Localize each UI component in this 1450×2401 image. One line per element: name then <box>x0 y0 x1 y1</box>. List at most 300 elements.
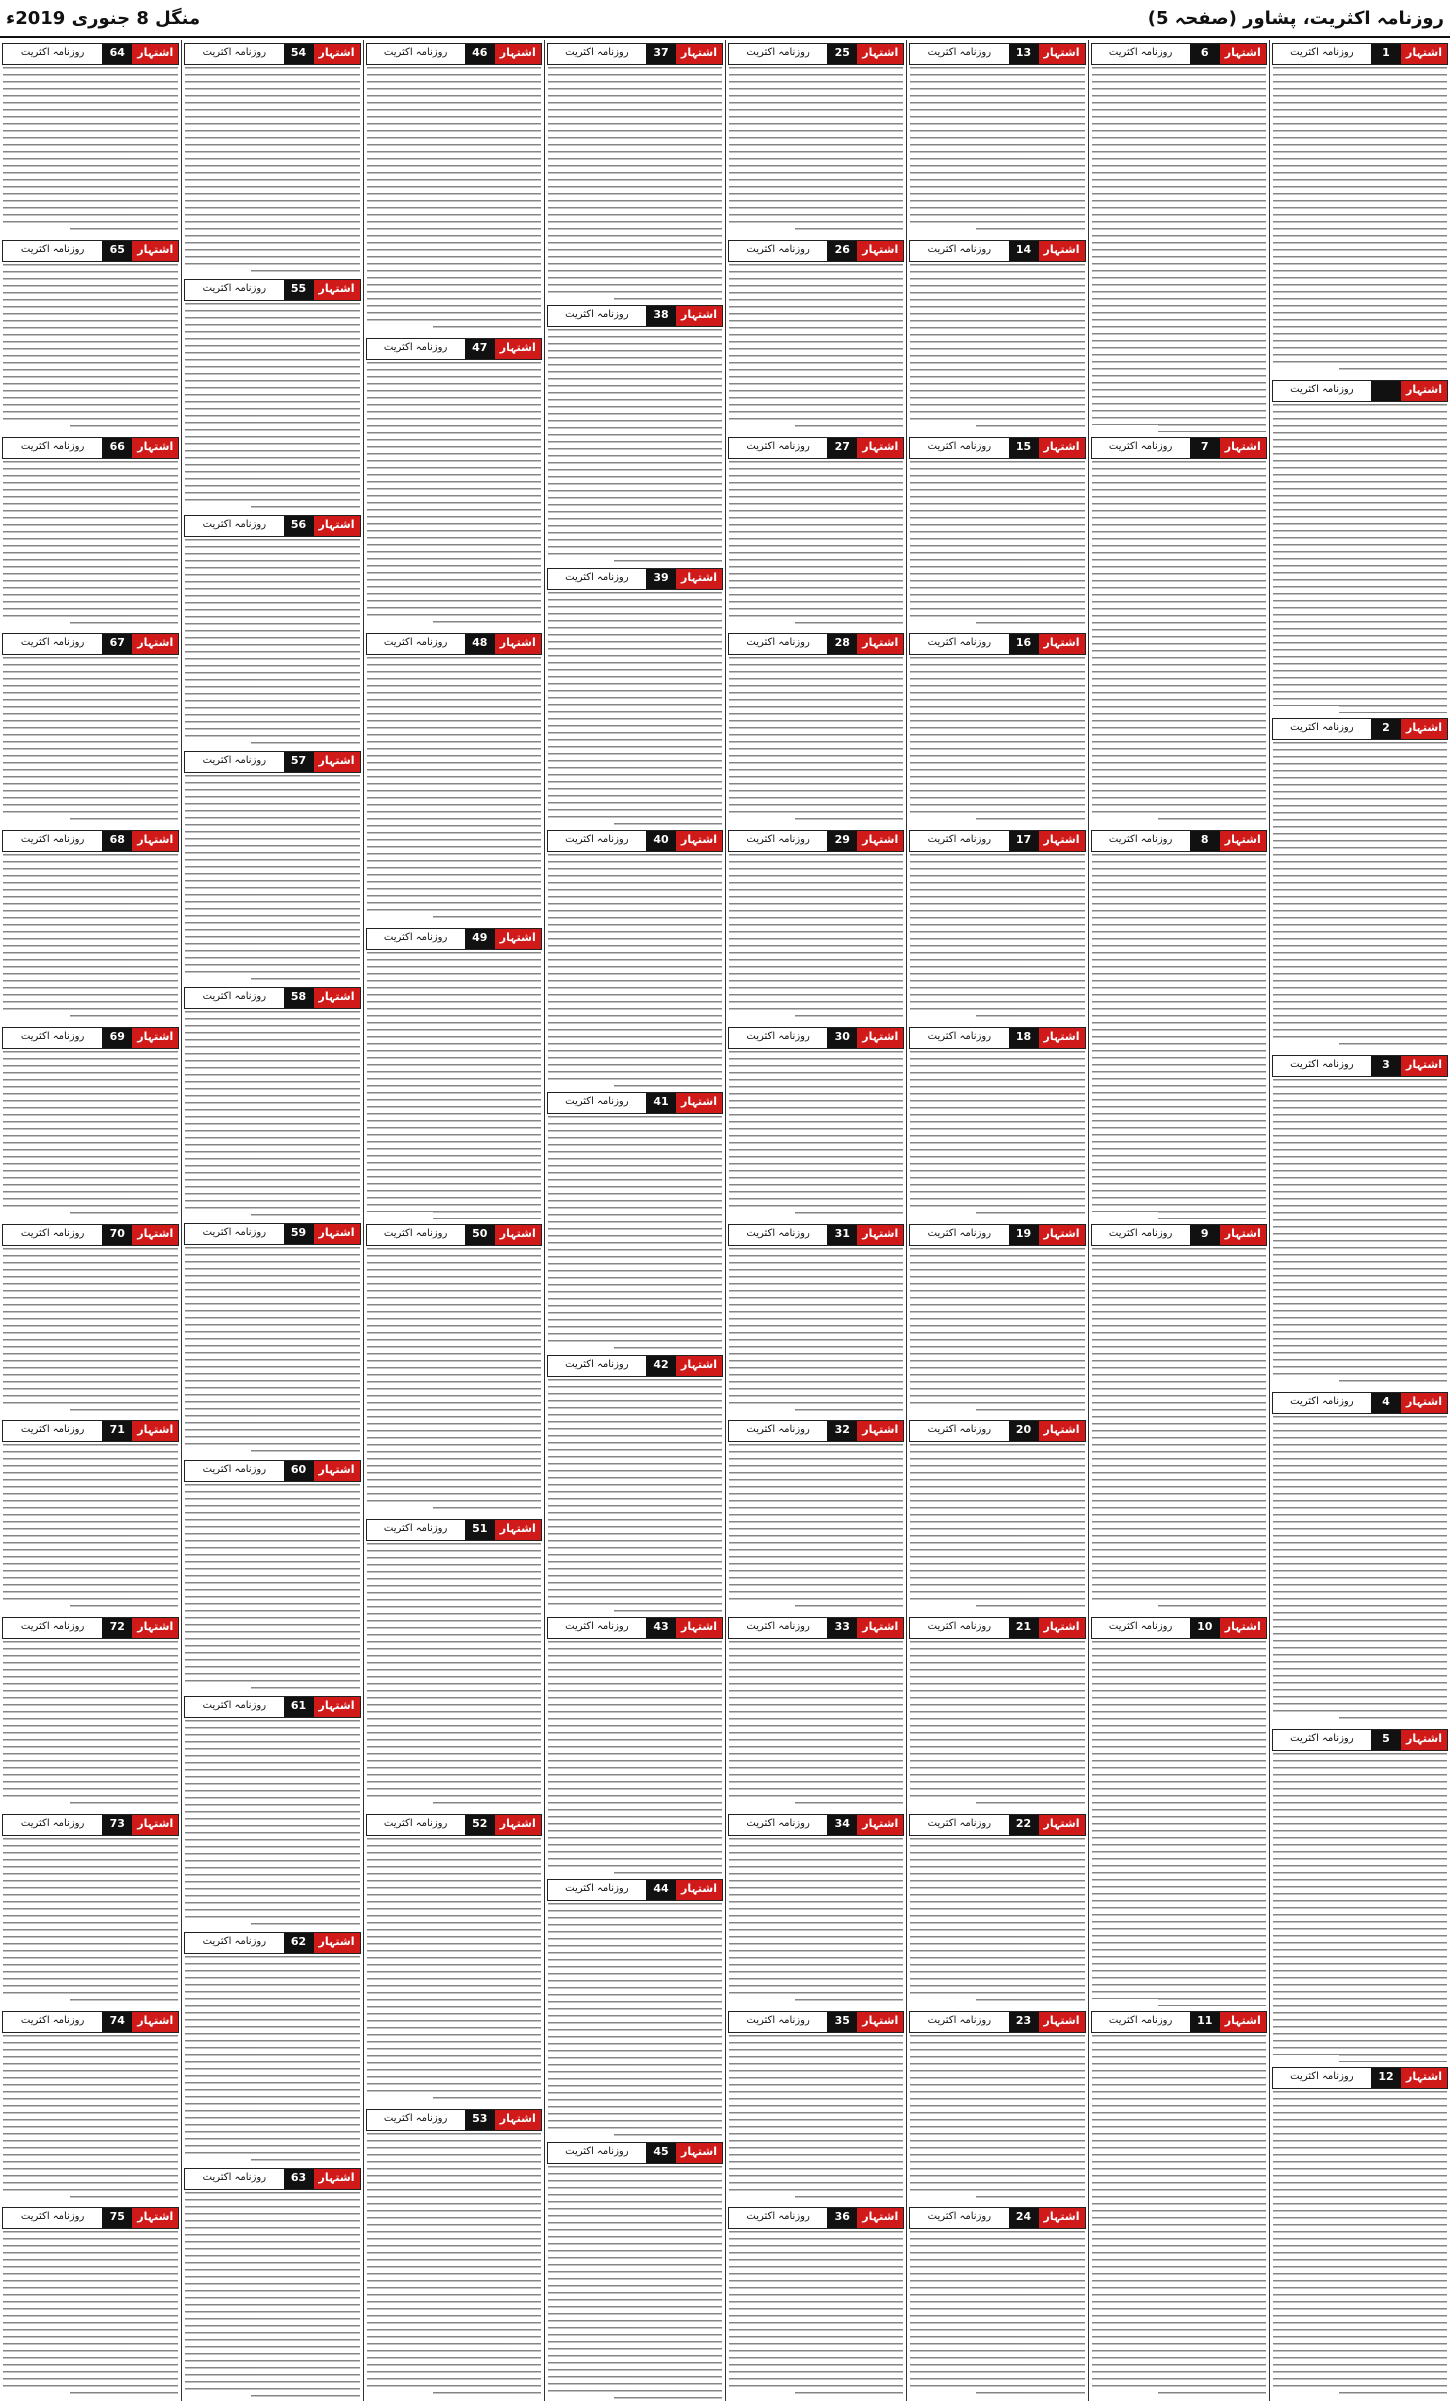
notice-block <box>907 2008 1087 2205</box>
notice-number: 57 <box>284 752 314 772</box>
notice-paper-name: روزنامہ اکثریت <box>1108 2014 1173 2026</box>
notice-header <box>1272 43 1448 65</box>
notice-number: 19 <box>1009 1225 1039 1245</box>
notice-number: 73 <box>102 1815 132 1835</box>
notice-number: 34 <box>827 1815 857 1835</box>
notice-number: 22 <box>1009 1815 1039 1835</box>
notice-body-text <box>1092 1248 1266 1613</box>
notice-block <box>0 2204 181 2401</box>
notice-header <box>909 2207 1085 2229</box>
notice-header <box>2 437 179 459</box>
notice-header <box>909 240 1085 262</box>
notice-body-text <box>729 1838 903 2006</box>
notice-paper-name: روزنامہ اکثریت <box>1108 1227 1173 1239</box>
notice-header <box>2 633 179 655</box>
notice-tag: اشتہار <box>1039 44 1085 64</box>
notice-paper-name: روزنامہ اکثریت <box>565 1883 629 1895</box>
notice-paper-name: روزنامہ اکثریت <box>565 833 629 845</box>
notice-tag: اشتہار <box>132 241 178 261</box>
notice-header <box>184 1932 360 1954</box>
notice-number: 59 <box>284 1224 314 1244</box>
notice-body-text <box>1092 2035 1266 2400</box>
notice-tag: اشتہار <box>857 438 903 458</box>
notice-block <box>545 1089 725 1351</box>
notice-body-text <box>548 854 722 1087</box>
notice-number: 44 <box>646 1880 676 1900</box>
notice-block <box>726 1614 906 1811</box>
notice-body-text <box>910 67 1084 235</box>
notice-number: 31 <box>827 1225 857 1245</box>
notice-body-text <box>910 1248 1084 1416</box>
notice-header <box>2 43 179 65</box>
notice-block <box>182 1220 362 1456</box>
notice-body-text <box>3 854 178 1022</box>
notice-tag: اشتہار <box>676 1356 722 1376</box>
notice-header <box>1272 1392 1448 1414</box>
notice-tag: اشتہار <box>1401 1056 1447 1076</box>
notice-tag: اشتہار <box>314 988 360 1008</box>
notice-body-text <box>185 1011 359 1218</box>
notice-header <box>2 1027 179 1049</box>
notice-tag: اشتہار <box>1401 1730 1447 1750</box>
notice-block <box>364 1221 544 1516</box>
notice-body-text <box>367 67 541 333</box>
notice-paper-name: روزنامہ اکثریت <box>202 1699 267 1711</box>
notice-header <box>184 1223 360 1245</box>
notice-body-text <box>729 2231 903 2399</box>
notice-block <box>0 237 181 434</box>
notice-body-text <box>367 2133 541 2399</box>
notice-block <box>1270 40 1450 377</box>
notice-body-text <box>910 854 1084 1022</box>
notice-body-text <box>548 329 722 562</box>
notice-tag: اشتہار <box>857 1815 903 1835</box>
notice-header <box>728 437 904 459</box>
notice-number: 53 <box>465 2110 495 2130</box>
notice-header <box>2 1224 179 1246</box>
notice-header <box>547 43 723 65</box>
notice-block <box>364 1811 544 2106</box>
notice-block <box>907 630 1087 827</box>
notice-paper-name: روزنامہ اکثریت <box>927 2211 992 2223</box>
notice-paper-name: روزنامہ اکثریت <box>20 1030 85 1042</box>
notice-body-text <box>910 657 1084 825</box>
notice-paper-name: روزنامہ اکثریت <box>202 47 267 58</box>
notice-paper-name: روزنامہ اکثریت <box>746 1621 810 1632</box>
notice-body-text <box>1273 1079 1447 1387</box>
notice-block <box>726 1221 906 1418</box>
notice-number: 6 <box>1190 44 1220 64</box>
notice-block <box>726 630 906 827</box>
notice-block <box>907 434 1087 631</box>
notice-paper-name: روزنامہ اکثریت <box>927 637 992 649</box>
notice-header <box>547 2142 723 2164</box>
notice-body-text <box>367 657 541 923</box>
notice-paper-name: روزنامہ اکثریت <box>565 2145 629 2157</box>
notice-number: 14 <box>1009 241 1039 261</box>
notice-number: 8 <box>1190 831 1220 851</box>
notice-tag: اشتہار <box>314 1933 360 1953</box>
notice-block <box>545 2139 725 2401</box>
notice-paper-name: روزنامہ اکثریت <box>927 1424 992 1436</box>
notice-block <box>545 1352 725 1614</box>
notice-header <box>909 830 1085 852</box>
notice-number: 69 <box>102 1028 132 1048</box>
notice-header <box>547 1355 723 1377</box>
notice-tag: اشتہار <box>495 44 541 64</box>
notice-number: 55 <box>284 280 314 300</box>
notice-header <box>728 1027 904 1049</box>
notice-paper-name: روزنامہ اکثریت <box>746 47 810 58</box>
notice-header <box>2 1617 179 1639</box>
notice-number: 72 <box>102 1618 132 1638</box>
notice-paper-name: روزنامہ اکثریت <box>746 1030 810 1042</box>
notice-number: 60 <box>284 1461 314 1481</box>
notice-header <box>547 305 723 327</box>
notice-paper-name: روزنامہ اکثریت <box>1108 440 1173 452</box>
notice-header <box>184 987 360 1009</box>
notice-paper-name: روزنامہ اکثریت <box>20 243 85 255</box>
notice-number: 43 <box>646 1618 676 1638</box>
notice-number: 39 <box>646 569 676 589</box>
notice-column <box>0 40 181 2401</box>
notice-tag: اشتہار <box>676 831 722 851</box>
notice-tag: اشتہار <box>857 634 903 654</box>
notice-block <box>364 925 544 1220</box>
notice-paper-name: روزنامہ اکثریت <box>383 637 448 649</box>
notice-body-text <box>185 775 359 982</box>
notice-block <box>1270 1052 1450 1389</box>
notice-header <box>547 1617 723 1639</box>
notice-header <box>909 1617 1085 1639</box>
notice-header <box>1091 830 1267 852</box>
notice-number: 68 <box>102 831 132 851</box>
notice-paper-name: روزنامہ اکثریت <box>927 1817 992 1829</box>
notice-paper-name: روزنامہ اکثریت <box>202 1463 267 1475</box>
notice-header <box>1272 1729 1448 1751</box>
notice-header <box>184 1696 360 1718</box>
notice-paper-name: روزنامہ اکثریت <box>927 1030 992 1042</box>
notice-block <box>364 630 544 925</box>
notice-body-text <box>185 1484 359 1691</box>
notice-number: 71 <box>102 1421 132 1441</box>
notice-header <box>366 1519 542 1541</box>
notice-paper-name: روزنامہ اکثریت <box>746 2014 810 2026</box>
notice-paper-name: روزنامہ اکثریت <box>20 1621 85 1632</box>
notice-number: 75 <box>102 2208 132 2228</box>
notice-number: 67 <box>102 634 132 654</box>
notice-body-text <box>729 1444 903 1612</box>
notice-header <box>366 1224 542 1246</box>
notice-body-text <box>185 1956 359 2163</box>
notice-block <box>1270 2064 1450 2401</box>
notice-header <box>1091 43 1267 65</box>
notice-header <box>547 1879 723 1901</box>
notice-number: 20 <box>1009 1421 1039 1441</box>
notice-body-text <box>729 657 903 825</box>
notice-block <box>726 1811 906 2008</box>
notice-header <box>728 633 904 655</box>
notice-body-text <box>1273 404 1447 712</box>
notice-header <box>1272 2067 1448 2089</box>
notice-paper-name: روزنامہ اکثریت <box>202 1935 267 1947</box>
notice-tag: اشتہار <box>132 1815 178 1835</box>
notice-tag: اشتہار <box>132 2208 178 2228</box>
notice-body-text <box>548 1379 722 1612</box>
notice-paper-name: روزنامہ اکثریت <box>383 342 448 354</box>
notice-block <box>1270 1389 1450 1726</box>
notice-paper-name: روزنامہ اکثریت <box>927 243 992 255</box>
notice-block <box>1089 40 1269 434</box>
notice-paper-name: روزنامہ اکثریت <box>20 440 85 452</box>
notice-number: 10 <box>1190 1618 1220 1638</box>
notice-tag: اشتہار <box>1039 1421 1085 1441</box>
notice-block <box>182 1929 362 2165</box>
notice-block <box>182 40 362 276</box>
notice-paper-name: روزنامہ اکثریت <box>927 1227 992 1239</box>
notice-tag: اشتہار <box>1401 1393 1447 1413</box>
notice-block <box>0 827 181 1024</box>
notice-tag: اشتہار <box>132 1225 178 1245</box>
notice-number: 30 <box>827 1028 857 1048</box>
notice-body-text <box>1273 742 1447 1050</box>
notice-header <box>366 338 542 360</box>
notice-tag: اشتہار <box>857 44 903 64</box>
notice-body-text <box>367 1248 541 1514</box>
notice-header <box>728 240 904 262</box>
notice-tag: اشتہار <box>495 1225 541 1245</box>
notice-body-text <box>729 2035 903 2203</box>
notice-number: 51 <box>465 1520 495 1540</box>
notice-number: 18 <box>1009 1028 1039 1048</box>
notice-header <box>2 830 179 852</box>
notice-tag: اشتہار <box>495 339 541 359</box>
notice-block <box>0 1811 181 2008</box>
notice-block <box>364 1516 544 1811</box>
notice-tag: اشتہار <box>857 1225 903 1245</box>
notice-block <box>907 1811 1087 2008</box>
notice-number: 24 <box>1009 2208 1039 2228</box>
notice-body-text <box>185 1247 359 1454</box>
notice-header <box>366 928 542 950</box>
notice-number: 58 <box>284 988 314 1008</box>
notice-block <box>182 1693 362 1929</box>
notice-header <box>728 2011 904 2033</box>
notice-number: 16 <box>1009 634 1039 654</box>
notice-tag: اشتہار <box>1401 2068 1447 2088</box>
notice-header <box>2 240 179 262</box>
notice-header <box>184 279 360 301</box>
notice-tag: اشتہار <box>1220 1618 1266 1638</box>
notice-body-text <box>185 539 359 746</box>
notice-header <box>1091 2011 1267 2033</box>
notice-body-text <box>548 1903 722 2136</box>
notice-header <box>728 830 904 852</box>
notice-number: 1 <box>1371 44 1401 64</box>
notice-header <box>728 2207 904 2229</box>
notice-block <box>726 827 906 1024</box>
notice-paper-name: روزنامہ اکثریت <box>565 1620 629 1632</box>
notice-paper-name: روزنامہ اکثریت <box>565 1358 629 1370</box>
notice-block <box>364 40 544 335</box>
notice-header <box>1091 1617 1267 1639</box>
notice-header <box>1272 380 1448 402</box>
notice-header <box>2 2207 179 2229</box>
notice-block <box>907 1221 1087 1418</box>
notice-block <box>0 1024 181 1221</box>
notice-body-text <box>548 1641 722 1874</box>
notice-number: 65 <box>102 241 132 261</box>
notice-body-text <box>729 1051 903 1219</box>
notice-paper-name: روزنامہ اکثریت <box>927 1621 992 1632</box>
notice-number: 3 <box>1371 1056 1401 1076</box>
notice-body-text <box>729 67 903 235</box>
notice-number: 4 <box>1371 1393 1401 1413</box>
notice-header <box>728 1617 904 1639</box>
notice-block <box>545 827 725 1089</box>
notice-paper-name: روزنامہ اکثریت <box>1108 47 1173 58</box>
notice-tag: اشتہار <box>132 1421 178 1441</box>
notice-tag: اشتہار <box>857 1618 903 1638</box>
notice-paper-name: روزنامہ اکثریت <box>927 2014 992 2026</box>
notice-tag: اشتہار <box>1039 2012 1085 2032</box>
notice-tag: اشتہار <box>676 1618 722 1638</box>
notice-block <box>182 512 362 748</box>
notice-block <box>364 335 544 630</box>
notice-block <box>1089 2008 1269 2401</box>
notice-body-text <box>367 362 541 628</box>
notice-header <box>547 830 723 852</box>
notice-body-text <box>729 854 903 1022</box>
notice-body-text <box>3 2035 178 2203</box>
notice-block <box>726 1417 906 1614</box>
notice-paper-name: روزنامہ اکثریت <box>202 755 267 767</box>
notice-header <box>366 633 542 655</box>
notice-tag: اشتہار <box>1039 241 1085 261</box>
notice-block <box>726 434 906 631</box>
notice-number: 45 <box>646 2143 676 2163</box>
notice-tag: اشتہار <box>1220 2012 1266 2032</box>
notice-body-text <box>910 2231 1084 2399</box>
notice-tag: اشتہار <box>132 1028 178 1048</box>
notice-block <box>726 40 906 237</box>
notice-number: 21 <box>1009 1618 1039 1638</box>
notice-header <box>1272 718 1448 740</box>
notice-block <box>0 1417 181 1614</box>
notice-number: 25 <box>827 44 857 64</box>
notice-header <box>728 1224 904 1246</box>
notice-body-text <box>185 1720 359 1927</box>
notice-tag: اشتہار <box>1401 719 1447 739</box>
notice-tag: اشتہار <box>676 44 722 64</box>
notice-column <box>1088 40 1269 2401</box>
notice-tag: اشتہار <box>132 831 178 851</box>
notice-block <box>1089 1614 1269 2008</box>
notice-tag: اشتہار <box>314 752 360 772</box>
notice-tag: اشتہار <box>857 241 903 261</box>
notice-body-text <box>367 1838 541 2104</box>
notice-page <box>0 40 1450 2401</box>
notice-tag: اشتہار <box>1220 831 1266 851</box>
notice-body-text <box>910 2035 1084 2203</box>
notice-tag: اشتہار <box>314 1224 360 1244</box>
notice-paper-name: روزنامہ اکثریت <box>383 932 448 944</box>
notice-number: 11 <box>1190 2012 1220 2032</box>
notice-tag: اشتہار <box>495 2110 541 2130</box>
notice-body-text <box>185 2192 359 2399</box>
notice-body-text <box>185 67 359 274</box>
notice-number: 64 <box>102 44 132 64</box>
notice-number: 17 <box>1009 831 1039 851</box>
notice-number: 56 <box>284 516 314 536</box>
notice-block <box>1270 1726 1450 2063</box>
notice-header <box>909 1224 1085 1246</box>
notice-paper-name: روزنامہ اکثریت <box>20 1424 85 1436</box>
notice-number: 15 <box>1009 438 1039 458</box>
notice-paper-name: روزنامہ اکثریت <box>1290 1058 1354 1070</box>
notice-tag: اشتہار <box>495 1815 541 1835</box>
notice-block <box>907 1417 1087 1614</box>
notice-number: 29 <box>827 831 857 851</box>
notice-block <box>907 1614 1087 1811</box>
notice-number: 13 <box>1009 44 1039 64</box>
notice-tag: اشتہار <box>1039 831 1085 851</box>
notice-body-text <box>548 67 722 300</box>
notice-number: 38 <box>646 306 676 326</box>
notice-body-text <box>1273 1753 1447 2061</box>
notice-block <box>726 2008 906 2205</box>
notice-block <box>0 630 181 827</box>
notice-block <box>1089 827 1269 1221</box>
notice-body-text <box>1273 2091 1447 2399</box>
notice-number: 32 <box>827 1421 857 1441</box>
notice-body-text <box>3 461 178 629</box>
notice-paper-name: روزنامہ اکثریت <box>202 283 267 295</box>
notice-number: 28 <box>827 634 857 654</box>
notice-header <box>547 1092 723 1114</box>
notice-body-text <box>367 952 541 1218</box>
notice-tag: اشتہار <box>1039 1815 1085 1835</box>
notice-block <box>182 1457 362 1693</box>
notice-block <box>726 2204 906 2401</box>
notice-paper-name: روزنامہ اکثریت <box>383 1817 448 1829</box>
notice-number: 41 <box>646 1093 676 1113</box>
notice-tag: اشتہار <box>1401 381 1447 401</box>
notice-tag: اشتہار <box>132 2012 178 2032</box>
notice-paper-name: روزنامہ اکثریت <box>746 637 810 649</box>
notice-tag: اشتہار <box>314 1697 360 1717</box>
notice-block <box>0 40 181 237</box>
notice-header <box>547 568 723 590</box>
notice-tag: اشتہار <box>1039 1225 1085 1245</box>
notice-number: 50 <box>465 1225 495 1245</box>
notice-paper-name: روزنامہ اکثریت <box>383 1227 448 1239</box>
notice-block <box>182 2165 362 2401</box>
notice-number: 42 <box>646 1356 676 1376</box>
notice-paper-name: روزنامہ اکثریت <box>927 440 992 452</box>
notice-tag: اشتہار <box>1039 438 1085 458</box>
notice-paper-name: روزنامہ اکثریت <box>746 1227 810 1239</box>
notice-block <box>1270 715 1450 1052</box>
notice-header <box>728 1420 904 1442</box>
notice-column <box>906 40 1087 2401</box>
notice-body-text <box>910 264 1084 432</box>
notice-number: 7 <box>1190 438 1220 458</box>
notice-paper-name: روزنامہ اکثریت <box>20 2211 85 2223</box>
notice-block <box>726 1024 906 1221</box>
notice-block <box>0 2008 181 2205</box>
notice-number: 5 <box>1371 1730 1401 1750</box>
